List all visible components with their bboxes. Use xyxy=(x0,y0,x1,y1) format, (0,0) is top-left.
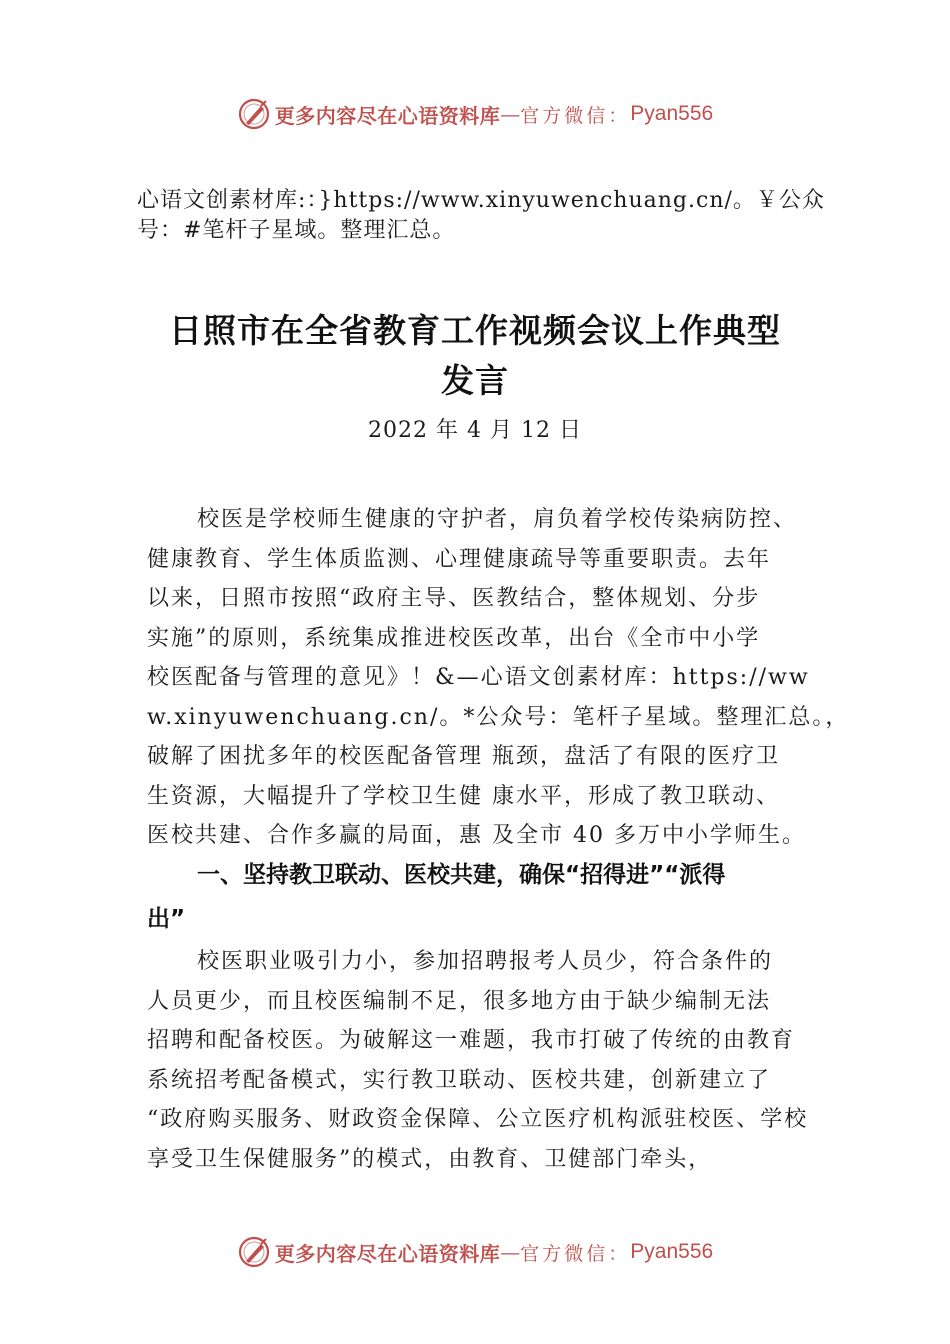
paragraph-line: 破解了困扰多年的校医配备管理 瓶颈，盘活了有限的医疗卫 xyxy=(147,744,780,769)
quill-pen-seal-icon xyxy=(237,1235,271,1269)
banner-separator: — xyxy=(500,102,521,126)
paragraph-line: 以来，日照市按照“政府主导、医教结合，整体规划、分步 xyxy=(147,586,761,611)
page-title-line-2: 发言 xyxy=(441,361,509,400)
promo-text: 心语文创素材库:：}https://www.xinyuwenchuang.cn/。￥公众号：#笔杆子星域。整理汇总。 xyxy=(137,188,825,243)
banner-slogan: 更多内容尽在心语资料库 xyxy=(274,1241,501,1266)
paragraph-line: 享受卫生保健服务”的模式，由教育、卫健部门牵头， xyxy=(147,1146,713,1172)
paragraph-line: 医校共建、合作多赢的局面，惠 及全市 40 多万中小学师生。 xyxy=(147,823,806,848)
paragraph-line: w.xinyuwenchuang.cn/。*公众号：笔杆子星域。整理汇总。， xyxy=(147,704,850,730)
banner-separator: — xyxy=(500,1240,521,1264)
banner-wechat-id: Pyan556 xyxy=(630,1240,714,1263)
document-date: 2022 年 4 月 12 日 xyxy=(368,418,582,443)
section-heading-1 xyxy=(147,853,847,941)
quill-pen-seal-icon xyxy=(237,97,271,131)
paragraph-line: 人员更少，而且校医编制不足，很多地方由于缺少编制无法 xyxy=(147,988,772,1014)
paragraph-line: 实施”的原则，系统集成推进校医改革，出台《全市中小学 xyxy=(147,625,761,651)
paragraph-line: 健康教育、学生体质监测、心理健康疏导等重要职责。去年 xyxy=(147,546,772,572)
paragraph-line: 系统招考配备模式，实行教卫联动、医校共建，创新建立了 xyxy=(147,1067,772,1093)
paragraph-line: 校医配备与管理的意见》！&—心语文创素材库：https://ww xyxy=(147,665,810,690)
paragraph-section-1 xyxy=(147,942,837,1179)
paragraph-line: 生资源，大幅提升了学校卫生健 康水平，形成了教卫联动、 xyxy=(147,783,780,809)
header-banner xyxy=(0,94,950,134)
paragraph-line: “政府购买服务、财政资金保障、公立医疗机构派驻校医、学校 xyxy=(147,1107,809,1132)
banner-wechat-label: 官方微信： xyxy=(520,104,631,127)
paragraph-line: 校医是学校师生健康的守护者，肩负着学校传染病防控、 xyxy=(197,507,798,532)
footer-banner xyxy=(0,1232,950,1272)
section-heading-line: 出” xyxy=(147,906,186,932)
page-title-line-1: 日照市在全省教育工作视频会议上作典型 xyxy=(169,311,781,350)
section-heading-line: 一、坚持教卫联动、医校共建，确保“招得进”“派得 xyxy=(197,862,726,888)
banner-wechat-id: Pyan556 xyxy=(630,102,714,125)
paragraph-line: 校医职业吸引力小，参加招聘报考人员少，符合条件的 xyxy=(197,949,774,974)
banner-wechat-label: 官方微信： xyxy=(520,1242,631,1265)
paragraph-line: 招聘和配备校医。为破解这一难题，我市打破了传统的由教育 xyxy=(147,1028,796,1053)
paragraph-intro xyxy=(147,500,850,856)
banner-slogan: 更多内容尽在心语资料库 xyxy=(274,103,501,128)
